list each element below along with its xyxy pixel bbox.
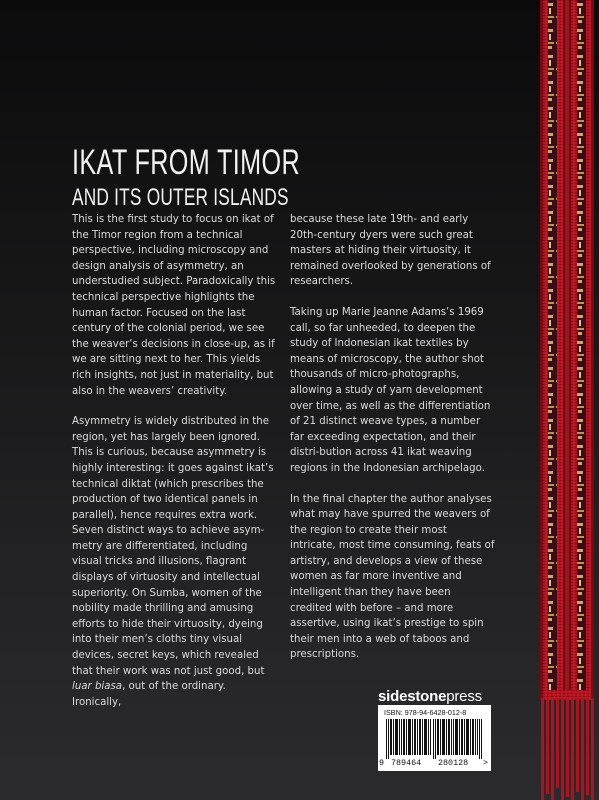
blurb-paragraph: This is the first study to focus on ikat of the Timor region from a technical perspective, including microscopy and design analysis of asymmetry, an understudied subject. Paradoxically this technical perspective highlights the human factor. Focused on the last century of the colonial period, we see the weaver’s decisions in close-up, as if we are sitting next to her. This yields rich insights, not just in materiality, but also in the weavers’ creativity. xyxy=(72,214,276,397)
barcode-digits-right: 280128 xyxy=(438,758,469,768)
ikat-textile-image xyxy=(535,0,599,800)
isbn-label: ISBN: 978-94-6428-012-8 xyxy=(384,708,467,717)
barcode-bars xyxy=(386,719,484,759)
blurb-text: , out of the ordinary. Ironically, xyxy=(72,681,226,708)
barcode-digits-left: 789464 xyxy=(391,758,422,768)
blurb-paragraph: In the final chapter the author analyses what may have spurred the weavers of the region to create their most intricate, most time consuming, feats of artistry, and develops a view of these women as far more inventive and intelligent than they have been credited with before – and more assertive, using ikat’s prestige to spin their men into a web of taboos and prescriptions. xyxy=(290,493,495,661)
blurb-paragraph: Taking up Marie Jeanne Adams’s 1969 call, so far unheeded, to deepen the study of Indonesian ikat textiles by means of microscopy, the author shot thousands of micro-photographs, allowing a study of yarn development over time, as well as the differentiation of 21 distinct weave types, a number far exceeding expectation, and their distri-bution across 41 ikat weaving regions in the Indonesian archipelago. xyxy=(290,306,491,474)
barcode-arrow: > xyxy=(483,758,489,768)
isbn-barcode xyxy=(378,705,491,771)
barcode-digit-first: 9 xyxy=(379,758,385,768)
publisher-name-light: press xyxy=(446,688,482,705)
blurb-paragraph: because these late 19th- and early 20th-century dyers were such great masters at hiding their virtuosity, it remained overlooked by generations of researchers. xyxy=(290,214,491,288)
publisher-logo xyxy=(378,688,482,705)
book-title xyxy=(72,145,300,210)
blurb-italic-term: luar biasa xyxy=(72,681,123,693)
title-line-1: IKAT FROM TIMOR xyxy=(72,143,301,182)
title-line-2: AND ITS OUTER ISLANDS xyxy=(72,184,289,211)
blurb-paragraph xyxy=(72,414,277,710)
blurb-right-column xyxy=(290,212,495,663)
blurb-text: Asymmetry is widely distributed in the region, yet has largely been ignored. This is curious, because asymmetry is highly interesting: it goes against ikat’s technical diktat (which prescribes the production of two identical panels in parallel), hence requires extra work. Seven distinct ways to achieve asym-metry are differentiated, including visual tricks and illusions, flagrant displays of virtuosity and intellectual superiority. On Sumba, women of the nobility made thrilling and amusing efforts to hide their virtuosity, dyeing into their men’s cloths tiny visual devices, secret keys, which revealed that their work was not just good, but xyxy=(72,416,274,677)
blurb-left-column xyxy=(72,212,277,710)
publisher-name-bold: sidestone xyxy=(378,688,447,705)
